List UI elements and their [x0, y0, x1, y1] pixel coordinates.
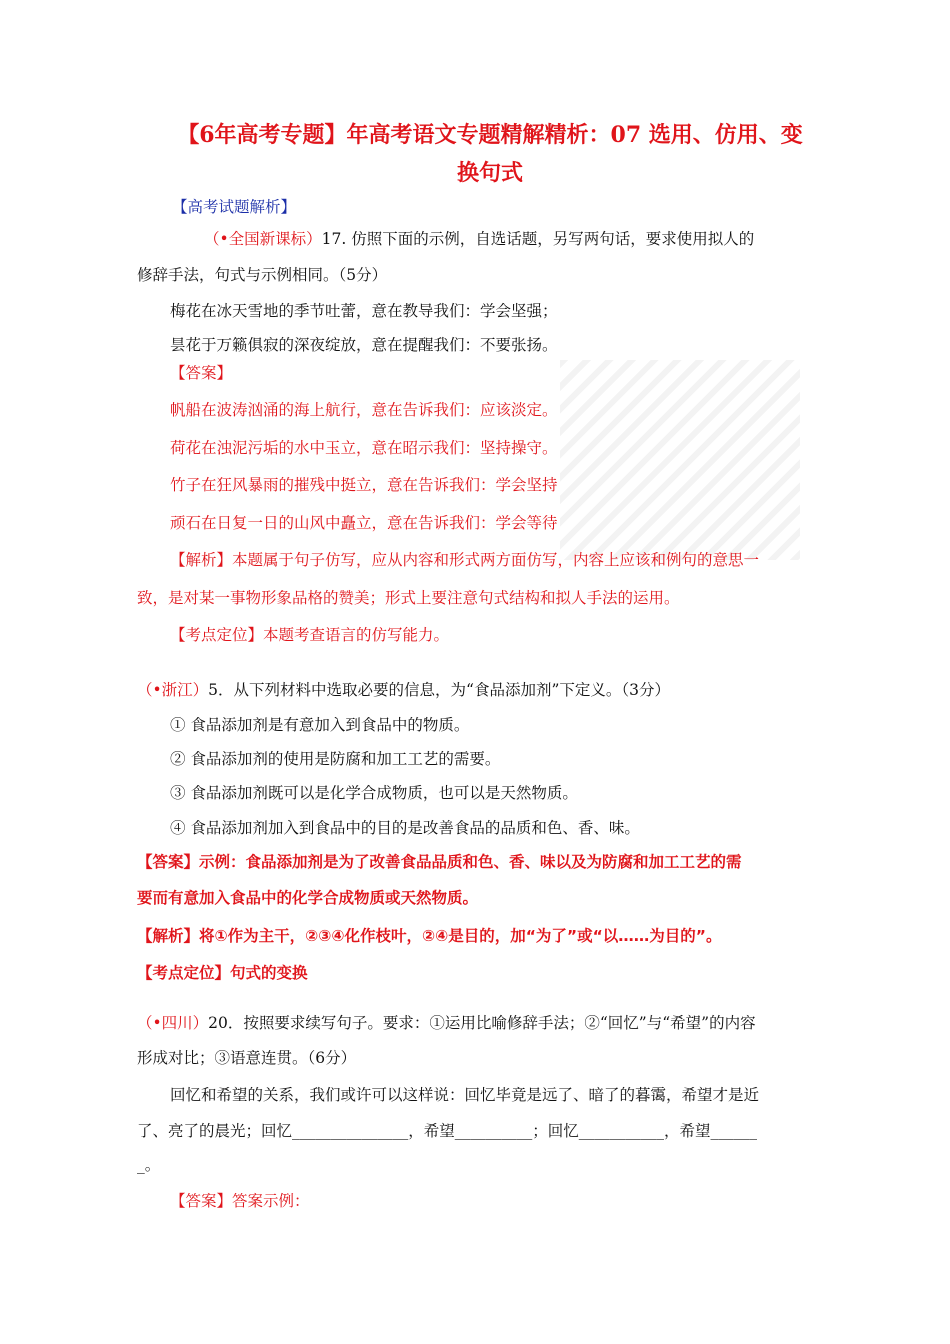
q2-source: （•浙江） [137, 681, 209, 699]
q3-stem-line-1 [137, 1012, 756, 1034]
page-title-line-1: 【6年高考专题】年高考语文专题精解精析：07 选用、仿用、变 [177, 122, 803, 148]
q1-point: 【考点定位】本题考查语言的仿写能力。 [170, 626, 450, 644]
q1-answer-4: 顽石在日复一日的山风中矗立，意在告诉我们：学会等待 [170, 514, 558, 532]
q3-stem-text-1: 20．按照要求续写句子。要求：①运用比喻修辞手法；②“回忆”与“希望”的内容 [208, 1014, 756, 1032]
q2-stem [137, 679, 670, 701]
q3-stem-line-2: 形成对比；③语意连贯。（6分） [137, 1049, 357, 1067]
q2-point: 【考点定位】句式的变换 [137, 964, 308, 982]
q2-analysis: 【解析】将①作为主干，②③④化作枝叶，②④是目的，加“为了”或“以……为目的”。 [137, 927, 722, 945]
q1-example-1: 梅花在冰天雪地的季节吐蕾，意在教导我们：学会坚强； [170, 302, 558, 320]
q1-stem-line-1 [204, 228, 754, 250]
q3-text-line-2: 了、亮了的晨光；回忆_______________，希望__________；回忆___________，希望______ [137, 1122, 758, 1140]
q1-stem-line-2: 修辞手法，句式与示例相同。（5分） [137, 266, 388, 284]
q1-answer-3: 竹子在狂风暴雨的摧残中挺立，意在告诉我们：学会坚持 [170, 476, 558, 494]
page-title-line-2: 换句式 [456, 160, 523, 186]
q1-answer-2: 荷花在浊泥污垢的水中玉立，意在昭示我们：坚持操守。 [170, 439, 558, 457]
q3-text-line-1: 回忆和希望的关系，我们或许可以这样说：回忆毕竟是远了、暗了的暮霭，希望才是近 [170, 1086, 760, 1104]
q1-answer-label: 【答案】 [170, 364, 233, 382]
q3-answer-label: 【答案】答案示例： [170, 1192, 310, 1210]
q2-answer-line-1: 【答案】示例：食品添加剂是为了改善食品品质和色、香、味以及为防腐和加工工艺的需 [137, 853, 742, 871]
q1-stem-text-1: 17. 仿照下面的示例，自选话题，另写两句话，要求使用拟人的 [321, 230, 755, 248]
q2-item-3: ③ 食品添加剂既可以是化学合成物质，也可以是天然物质。 [170, 784, 578, 802]
q2-item-1: ① 食品添加剂是有意加入到食品中的物质。 [170, 716, 470, 734]
q1-source: （•全国新课标） [204, 230, 322, 248]
q1-answer-1: 帆船在波涛汹涌的海上航行，意在告诉我们：应该淡定。 [170, 401, 558, 419]
q1-example-2: 昙花于万籁俱寂的深夜绽放，意在提醒我们：不要张扬。 [170, 336, 558, 354]
section-heading: 【高考试题解析】 [172, 198, 297, 216]
q3-text-line-3: _。 [137, 1156, 161, 1174]
watermark [560, 360, 800, 560]
q2-item-4: ④ 食品添加剂加入到食品中的目的是改善食品的品质和色、香、味。 [170, 819, 640, 837]
q2-stem-text: 5．从下列材料中选取必要的信息，为“食品添加剂”下定义。（3分） [208, 681, 670, 699]
q1-analysis-line-2: 致，是对某一事物形象品格的赞美；形式上要注意句式结构和拟人手法的运用。 [137, 589, 680, 607]
q2-item-2: ② 食品添加剂的使用是防腐和加工工艺的需要。 [170, 750, 501, 768]
q3-source: （•四川） [137, 1014, 209, 1032]
q1-analysis-line-1: 【解析】本题属于句子仿写，应从内容和形式两方面仿写，内容上应该和例句的意思一 [170, 551, 760, 569]
q2-answer-line-2: 要而有意加入食品中的化学合成物质或天然物质。 [137, 889, 479, 907]
